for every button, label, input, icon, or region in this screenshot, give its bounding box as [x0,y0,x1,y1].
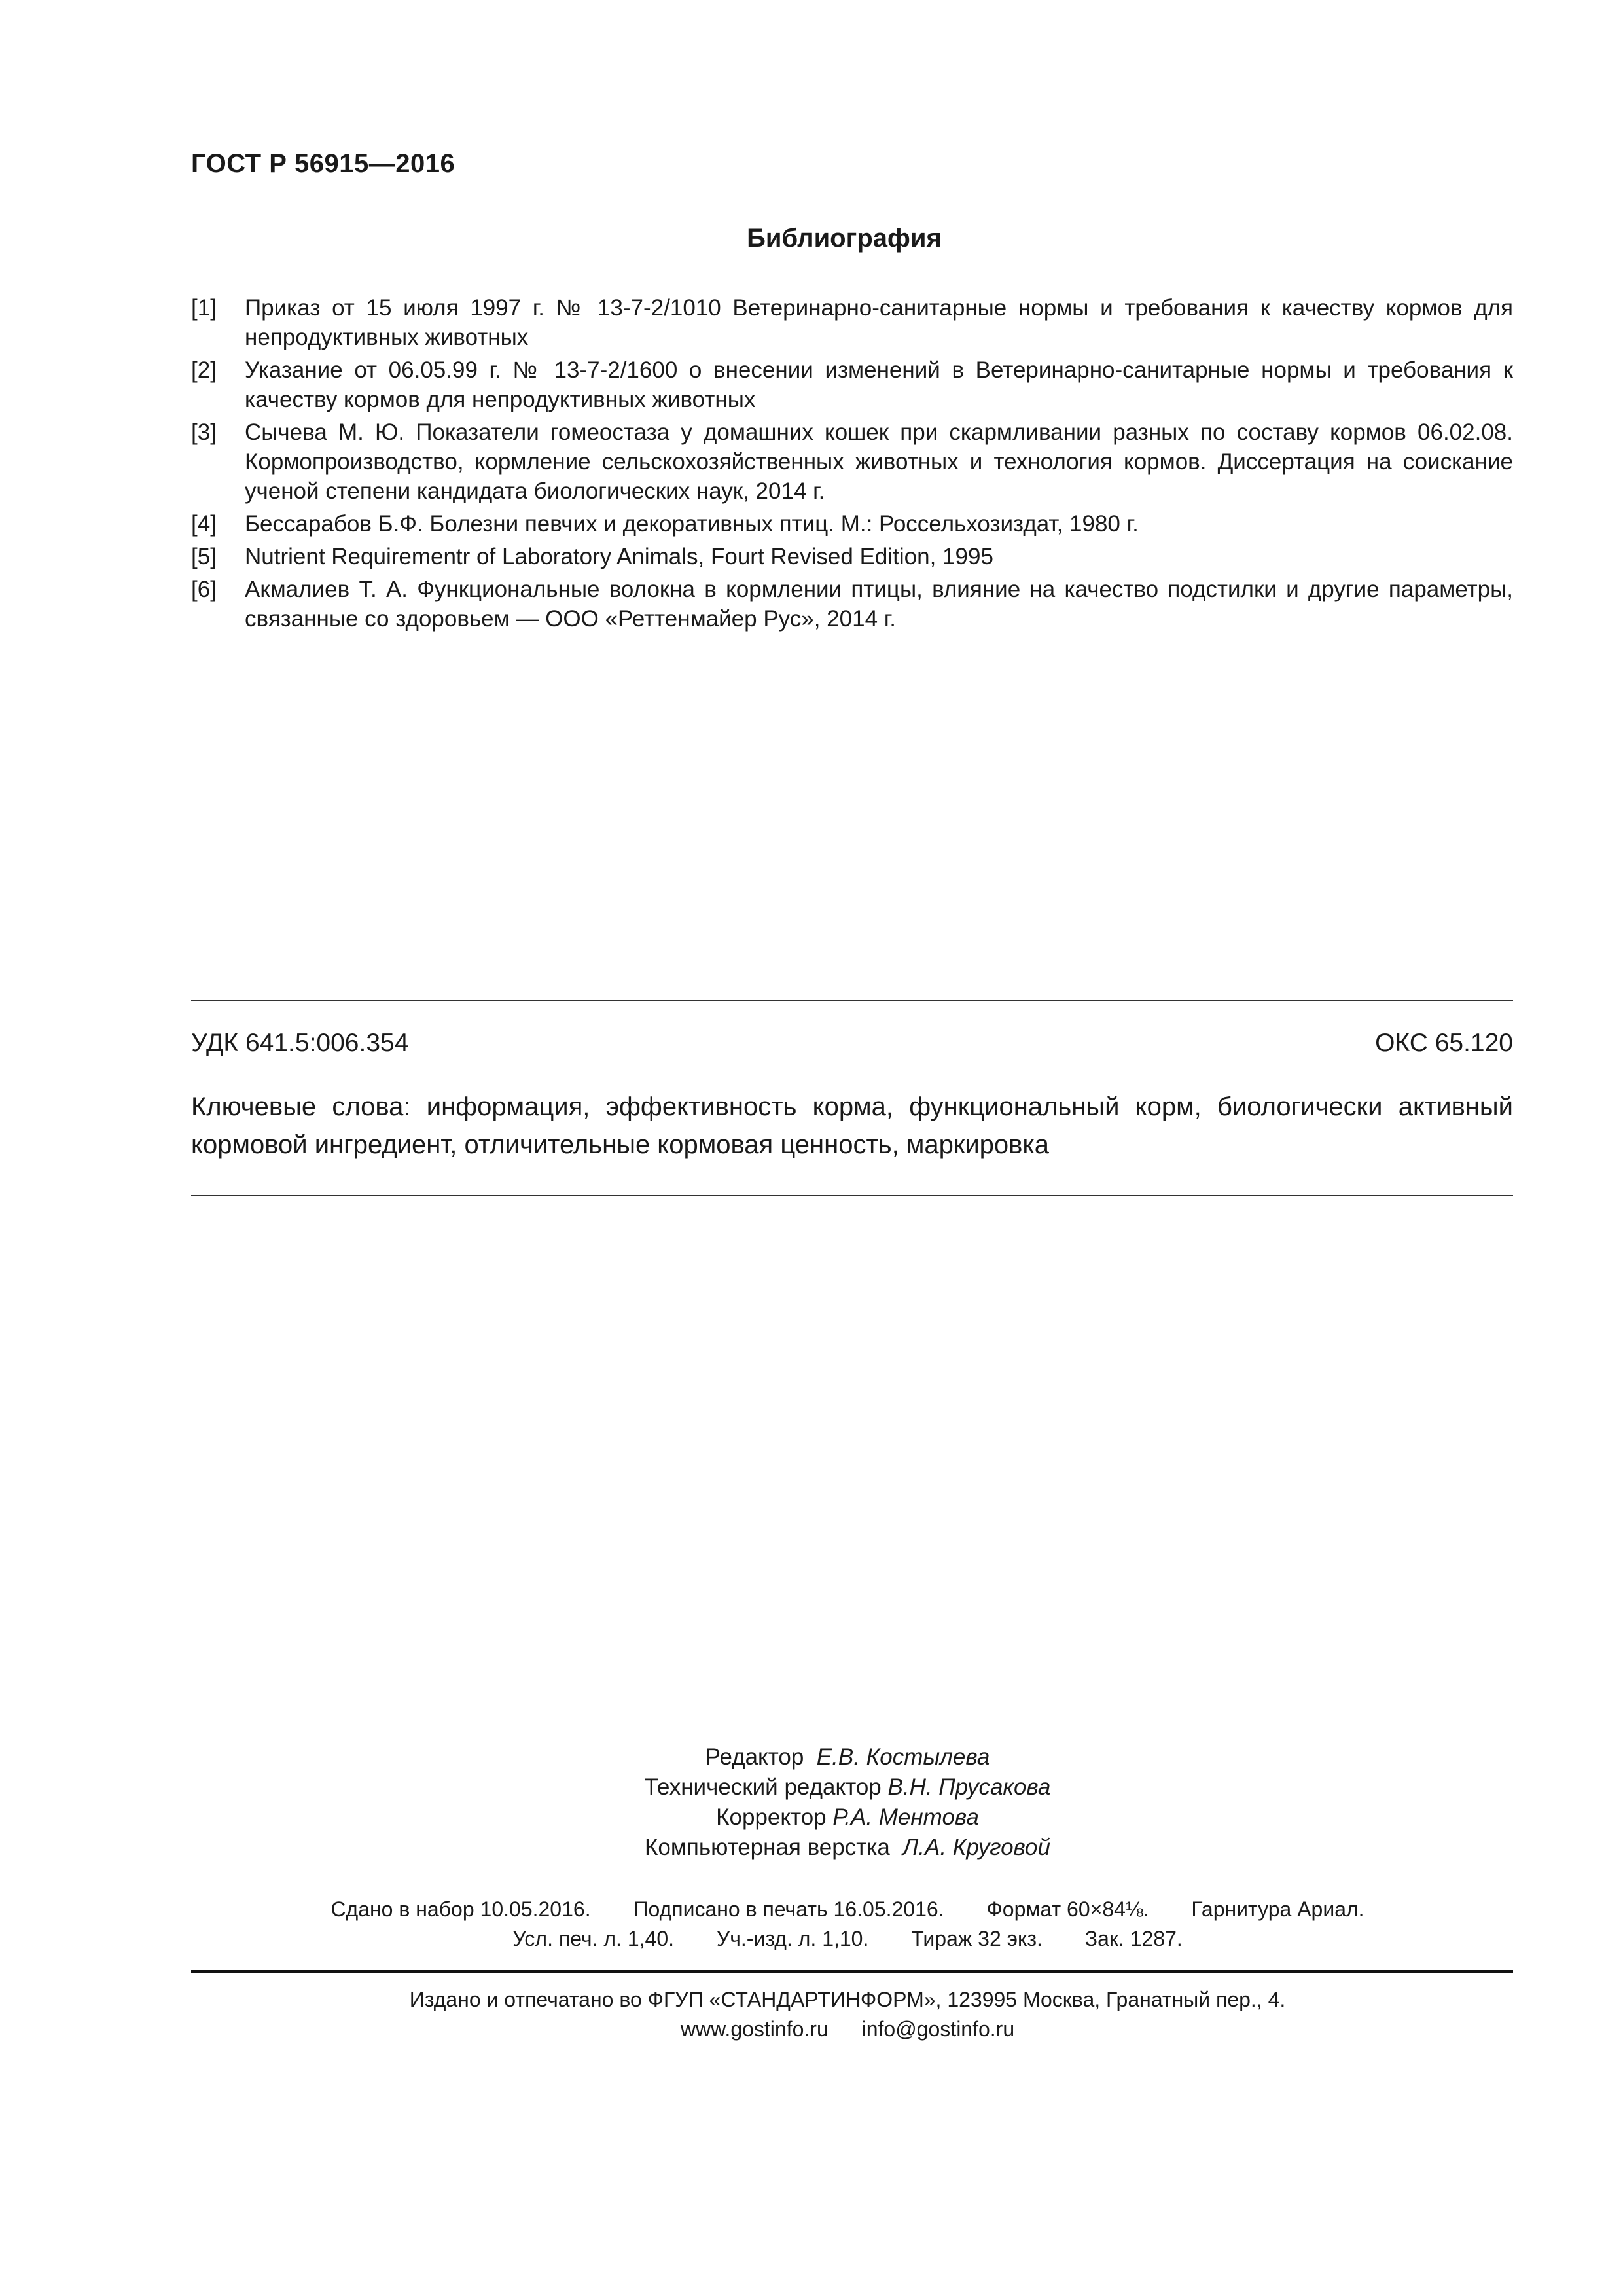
bibliography-item [191,293,1513,352]
bibliography-item-number: [4] [191,511,217,537]
bibliography-item-number: [5] [191,544,217,569]
divider-thick [191,1970,1513,1973]
imprint-print-date: Подписано в печать 16.05.2016. [633,1897,944,1921]
credit-name: В.Н. Прусакова [887,1774,1051,1800]
imprint-publisher-sheets: Уч.-изд. л. 1,10. [716,1927,869,1950]
credit-line [0,1742,1623,1772]
divider-bottom [191,1195,1513,1196]
imprint-format: Формат 60×84⅛. [986,1897,1149,1921]
divider-top [191,1000,1513,1001]
credit-name: Л.А. Круговой [902,1835,1050,1860]
bibliography-item-text: Акмалиев Т. А. Функциональные волокна в кормлении птицы, влияние на качество подстилки и другие параметры, связанные со здоровьем — ООО «Реттенмайер Рус», 2014 г. [245,577,1513,632]
bibliography-item-number: [2] [191,357,217,383]
publisher-contacts [0,2015,1623,2044]
imprint-line [0,1924,1623,1954]
credit-name: Е.В. Костылева [816,1744,990,1770]
keywords: Ключевые слова: информация, эффективность корма, функциональный корм, биологически активный кормовой ингредиент, отличительные кормовая ценность, маркировка [191,1092,1513,1159]
credit-line [0,1772,1623,1803]
credit-line [0,1833,1623,1863]
imprint-line [0,1895,1623,1924]
publisher-email[interactable]: info@gostinfo.ru [861,2017,1015,2041]
imprint-print-sheets: Усл. печ. л. 1,40. [512,1927,674,1950]
bibliography-item-number: [1] [191,295,217,321]
udk-code: УДК 641.5:006.354 [191,1029,409,1057]
imprint-typeset-date: Сдано в набор 10.05.2016. [330,1897,591,1921]
bibliography-item-number: [6] [191,577,217,602]
bibliography-item-text: Указание от 06.05.99 г. № 13-7-2/1600 о внесении изменений в Ветеринарно-санитарные нормы и требования к качеству кормов для непродуктивных животных [245,357,1513,412]
bibliography-item [191,542,1513,571]
bibliography-title: Библиография [747,224,942,253]
bibliography-item [191,575,1513,634]
bibliography-item-text: Сычева М. Ю. Показатели гомеостаза у домашних кошек при скармливании разных по составу кормов 06.02.08. Кормопроизводство, кормление сельскохозяйственных животных и технология кормов. Диссертация на соискание ученой степени кандидата биологических наук, 2014 г. [245,420,1513,504]
imprint-block [0,1895,1623,1954]
bibliography-list [191,293,1513,637]
imprint-typeface: Гарнитура Ариал. [1191,1897,1364,1921]
credits-block [0,1742,1623,1863]
credit-role: Корректор [716,1804,827,1830]
bibliography-item [191,355,1513,414]
publisher-address: Издано и отпечатано во ФГУП «СТАНДАРТИНФОРМ», 123995 Москва, Гранатный пер., 4. [409,1988,1286,2011]
bibliography-item-text: Nutrient Requirementr of Laboratory Animals, Fourt Revised Edition, 1995 [245,544,993,569]
imprint-circulation: Тираж 32 экз. [911,1927,1043,1950]
bibliography-item [191,509,1513,539]
imprint-order: Зак. 1287. [1084,1927,1183,1950]
publisher-website[interactable]: www.gostinfo.ru [680,2017,829,2041]
credit-role: Технический редактор [644,1774,882,1800]
document-code: ГОСТ Р 56915—2016 [191,149,455,178]
credit-name: Р.А. Ментова [832,1804,979,1830]
credit-line [0,1803,1623,1833]
credit-role: Редактор [705,1744,804,1770]
credit-role: Компьютерная верстка [644,1835,890,1860]
bibliography-item-text: Приказ от 15 июля 1997 г. № 13-7-2/1010 Ветеринарно-санитарные нормы и требования к качеству кормов для непродуктивных животных [245,295,1513,350]
bibliography-item [191,418,1513,506]
oks-code: ОКС 65.120 [1375,1029,1513,1057]
bibliography-item-number: [3] [191,420,217,445]
bibliography-item-text: Бессарабов Б.Ф. Болезни певчих и декоративных птиц. М.: Россельхозиздат, 1980 г. [245,511,1139,537]
publisher-block [0,1985,1623,2044]
